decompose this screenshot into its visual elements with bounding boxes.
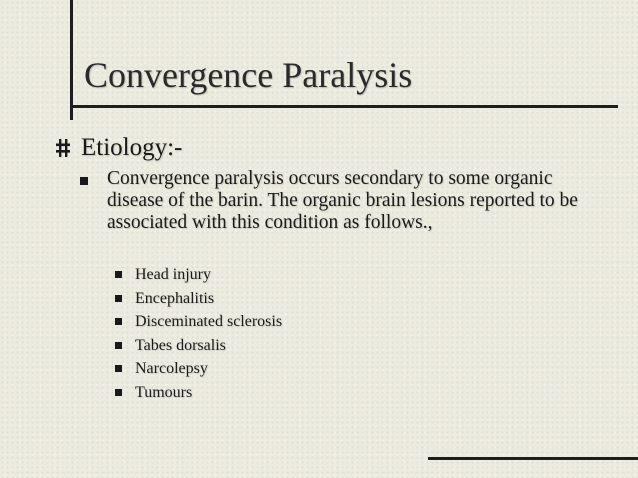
description-text: Convergence paralysis occurs secondary to some organic disease of the barin. The organic brain lesions reported to be associated with this condition as follows., bbox=[107, 168, 578, 233]
title-horizontal-rule bbox=[70, 105, 618, 108]
square-bullet-icon bbox=[115, 365, 122, 372]
square-bullet-icon bbox=[80, 177, 88, 185]
square-bullet-icon bbox=[115, 295, 122, 302]
causes-list bbox=[115, 263, 282, 404]
square-bullet-icon bbox=[115, 271, 122, 278]
list-item: Disceminated sclerosis bbox=[115, 310, 282, 334]
square-bullet-icon bbox=[115, 342, 122, 349]
list-item: Encephalitis bbox=[115, 287, 282, 311]
hash-bullet-icon bbox=[55, 138, 71, 158]
list-item: Tabes dorsalis bbox=[115, 334, 282, 358]
square-bullet-icon bbox=[115, 389, 122, 396]
square-bullet-icon bbox=[115, 318, 122, 325]
list-item: Narcolepsy bbox=[115, 357, 282, 381]
slide-title: Convergence Paralysis bbox=[84, 55, 413, 95]
list-item: Tumours bbox=[115, 381, 282, 405]
etiology-label: Etiology:- bbox=[81, 134, 183, 161]
title-vertical-rule bbox=[70, 0, 73, 120]
bullet-etiology bbox=[55, 132, 182, 164]
bullet-description bbox=[80, 168, 600, 234]
footer-rule bbox=[428, 457, 638, 460]
list-item: Head injury bbox=[115, 263, 282, 287]
